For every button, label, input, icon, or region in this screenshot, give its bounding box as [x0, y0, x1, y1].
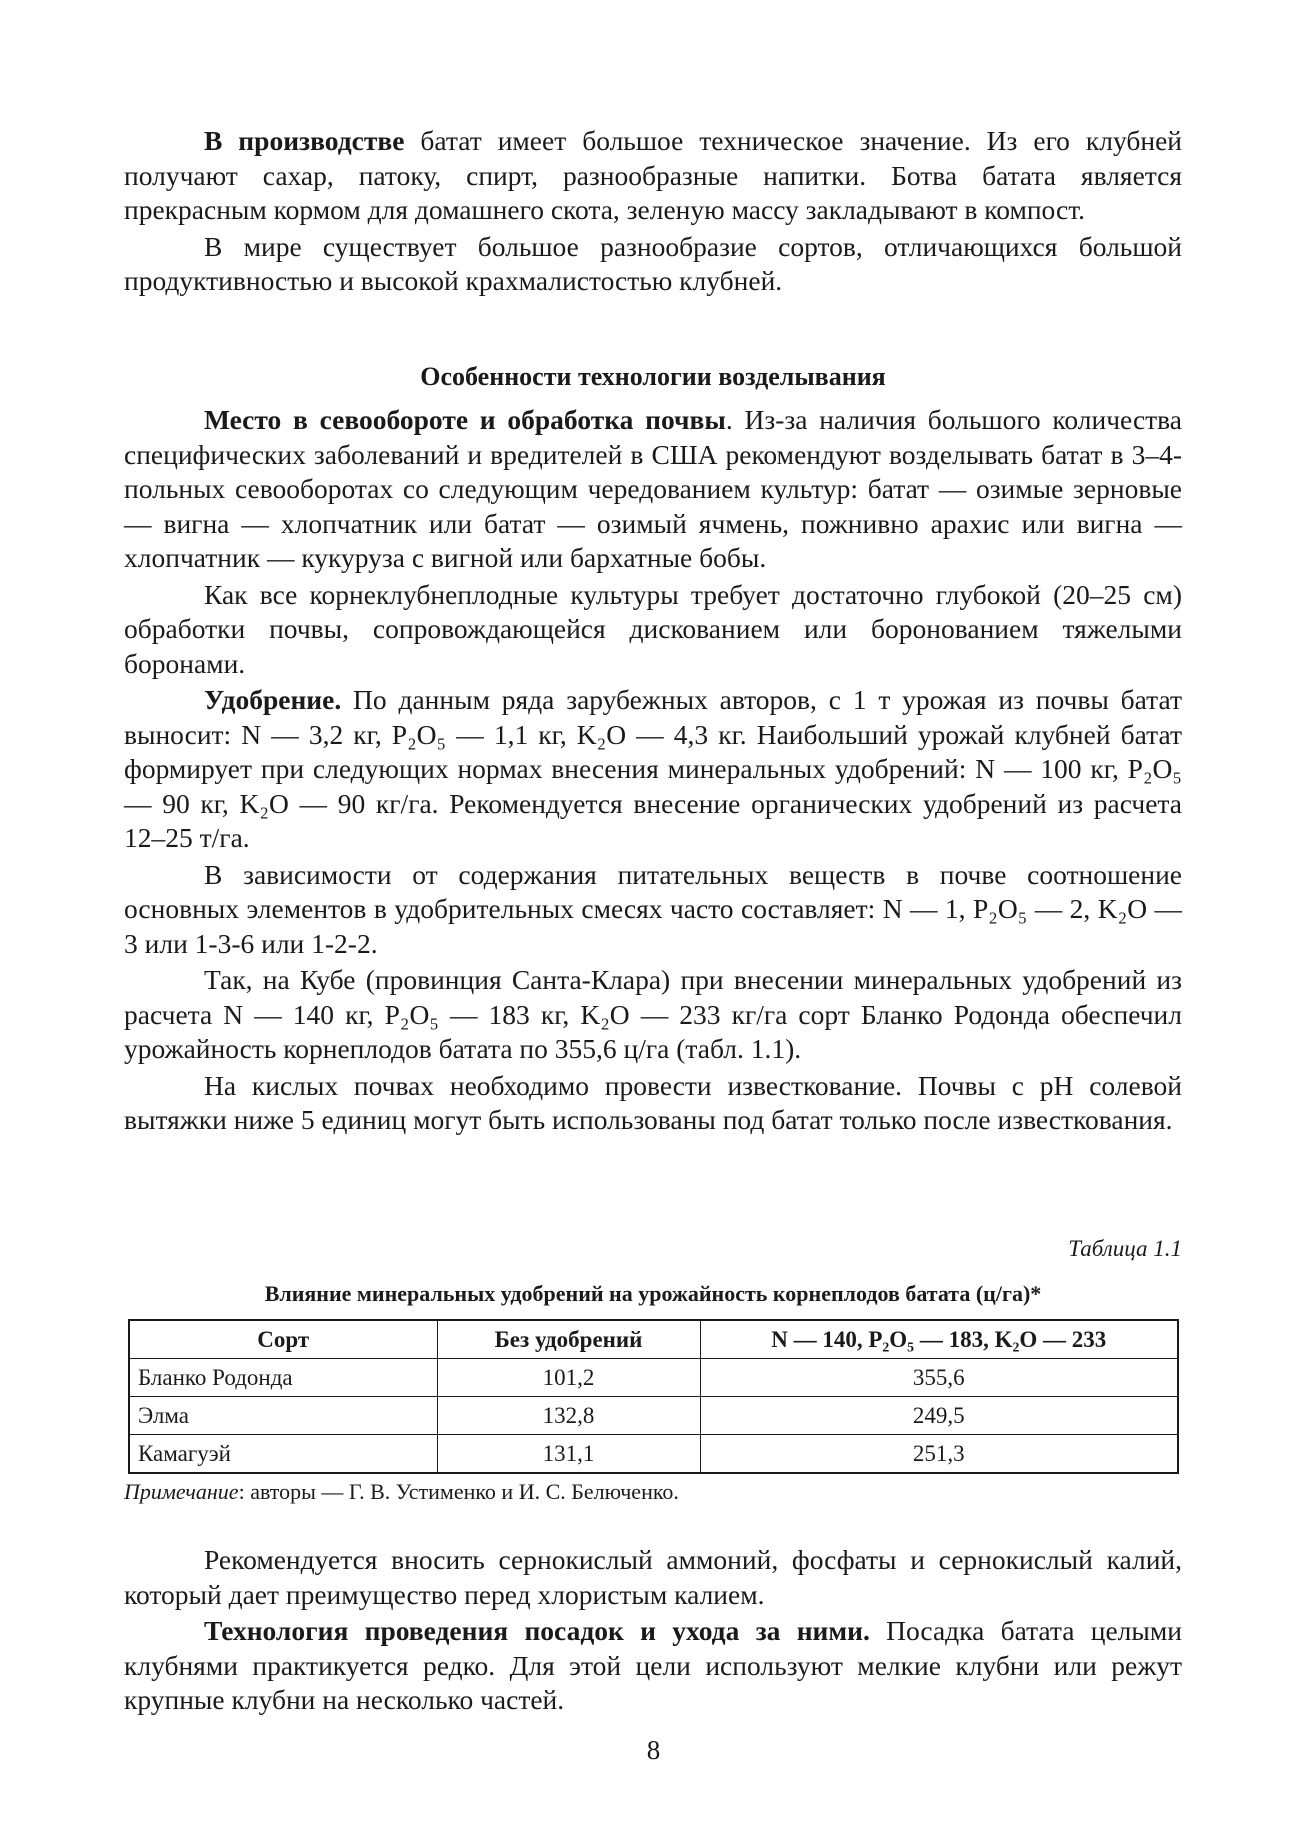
paragraph-body: Посадка батата целыми клубнями практикуется редко. Для этой цели используют мелкие клубни или режут крупные клубни на несколько частей. [124, 1615, 1183, 1715]
paragraph [124, 403, 1182, 576]
paragraph [124, 683, 1182, 856]
table-caption: Влияние минеральных удобрений на урожайность корнеплодов батата (ц/га)* [264, 1281, 1042, 1306]
note-label: Примечание [124, 1479, 239, 1504]
paragraph-body: . Из-за наличия большого количества специфических заболеваний и вредителей в США рекомендуют возделывать батат в 3–4-польных севооборотах со следующим чередованием культур: батат — озимые зерновые — вигна — хлопчатник или батат — озимый ячмень, пожнивно арахис или вигна — хлопчатник — кукуруза с вигной или бархатные бобы. [124, 404, 1182, 573]
paragraph-body: Рекомендуется вносить сернокислый аммоний, фосфаты и сернокислый калий, который дает преимущество перед хлористым калием. [124, 1544, 1182, 1610]
paragraph-body: Так, на Кубе (провинция Санта-Клара) при внесении минеральных удобрений из расчета N — 140 кг, P₂O₅ — 183 кг, K₂O — 233 кг/га сорт Бланко Родонда обеспечил урожайность корнеплодов батата по 355,6 ц/га (табл. 1.1). [124, 964, 1182, 1064]
text-block-bottom [124, 1543, 1182, 1718]
paragraph [124, 1614, 1182, 1718]
paragraph [124, 578, 1182, 682]
table-row [129, 1359, 1178, 1397]
paragraph [124, 963, 1182, 1067]
column-header: Без удобрений [437, 1320, 700, 1359]
table-cell: 131,1 [437, 1435, 700, 1474]
paragraph-body: батат имеет большое техническое значение. Из его клубней получают сахар, патоку, спирт, разнообразные напитки. Ботва батата является прекрасным кормом для домашнего скота, зеленую массу закладывают в компост. [124, 125, 1182, 225]
table-row [129, 1435, 1178, 1474]
column-header: Сорт [129, 1320, 437, 1359]
paragraph [124, 230, 1182, 299]
note-text: : авторы — Г. В. Устименко и И. С. Белюченко. [238, 1479, 679, 1504]
paragraph-body: Как все корнеклубнеплодные культуры требует достаточно глубокой (20–25 см) обработки почвы, сопровождающейся дискованием или боронованием тяжелыми боронами. [124, 578, 1182, 679]
paragraph-lead: В производстве [204, 125, 405, 156]
table-label: Таблица 1.1 [1068, 1236, 1182, 1261]
column-header: N — 140, P₂O₅ — 183, K₂O — 233 [700, 1320, 1178, 1359]
paragraph-lead: Удобрение. [204, 684, 342, 715]
page-number: 8 [646, 1735, 661, 1765]
text-block-mid [124, 403, 1182, 1138]
paragraph [124, 858, 1182, 962]
paragraph-lead: Место в севообороте и обработка почвы [204, 404, 726, 435]
table-cell: 132,8 [437, 1397, 700, 1435]
table-cell: 251,3 [700, 1435, 1178, 1474]
table-cell: Элма [129, 1397, 437, 1435]
paragraph-body: На кислых почвах необходимо провести известкование. Почвы с pH солевой вытяжки ниже 5 единиц могут быть использованы под батат только после известкования. [124, 1069, 1182, 1135]
table-cell: 355,6 [700, 1359, 1178, 1397]
section-heading: Особенности технологии возделывания [420, 362, 886, 391]
paragraph [124, 1069, 1182, 1138]
table-header-row [129, 1320, 1178, 1359]
table-row [129, 1397, 1178, 1435]
paragraph-body: По данным ряда зарубежных авторов, с 1 т урожая из почвы батат выносит: N — 3,2 кг, P₂O₅ — 1,1 кг, K₂O — 4,3 кг. Наибольший урожай клубней батат формирует при следующих нормах внесения минеральных удобрений: N — 100 кг, P₂O₅ — 90 кг, K₂O — 90 кг/га. Рекомендуется внесение органических удобрений из расчета 12–25 т/га. [124, 684, 1182, 853]
text-block-top [124, 124, 1182, 299]
paragraph-lead: Технология проведения посадок и ухода за ними. [204, 1615, 870, 1646]
yield-table [128, 1319, 1179, 1474]
table-cell: 249,5 [700, 1397, 1178, 1435]
paragraph-body: В зависимости от содержания питательных веществ в почве соотношение основных элементов в удобрительных смесях часто составляет: N — 1, P₂O₅ — 2, K₂O — 3 или 1-3-6 или 1-2-2. [124, 858, 1182, 959]
paragraph [124, 1543, 1182, 1612]
table-cell: 101,2 [437, 1359, 700, 1397]
paragraph [124, 124, 1182, 228]
paragraph-body: В мире существует большое разнообразие сортов, отличающихся большой продуктивностью и высокой крахмалистостью клубней. [124, 230, 1182, 296]
table-cell: Бланко Родонда [129, 1359, 437, 1397]
table-cell: Камагуэй [129, 1435, 437, 1474]
table-note [124, 1479, 679, 1505]
